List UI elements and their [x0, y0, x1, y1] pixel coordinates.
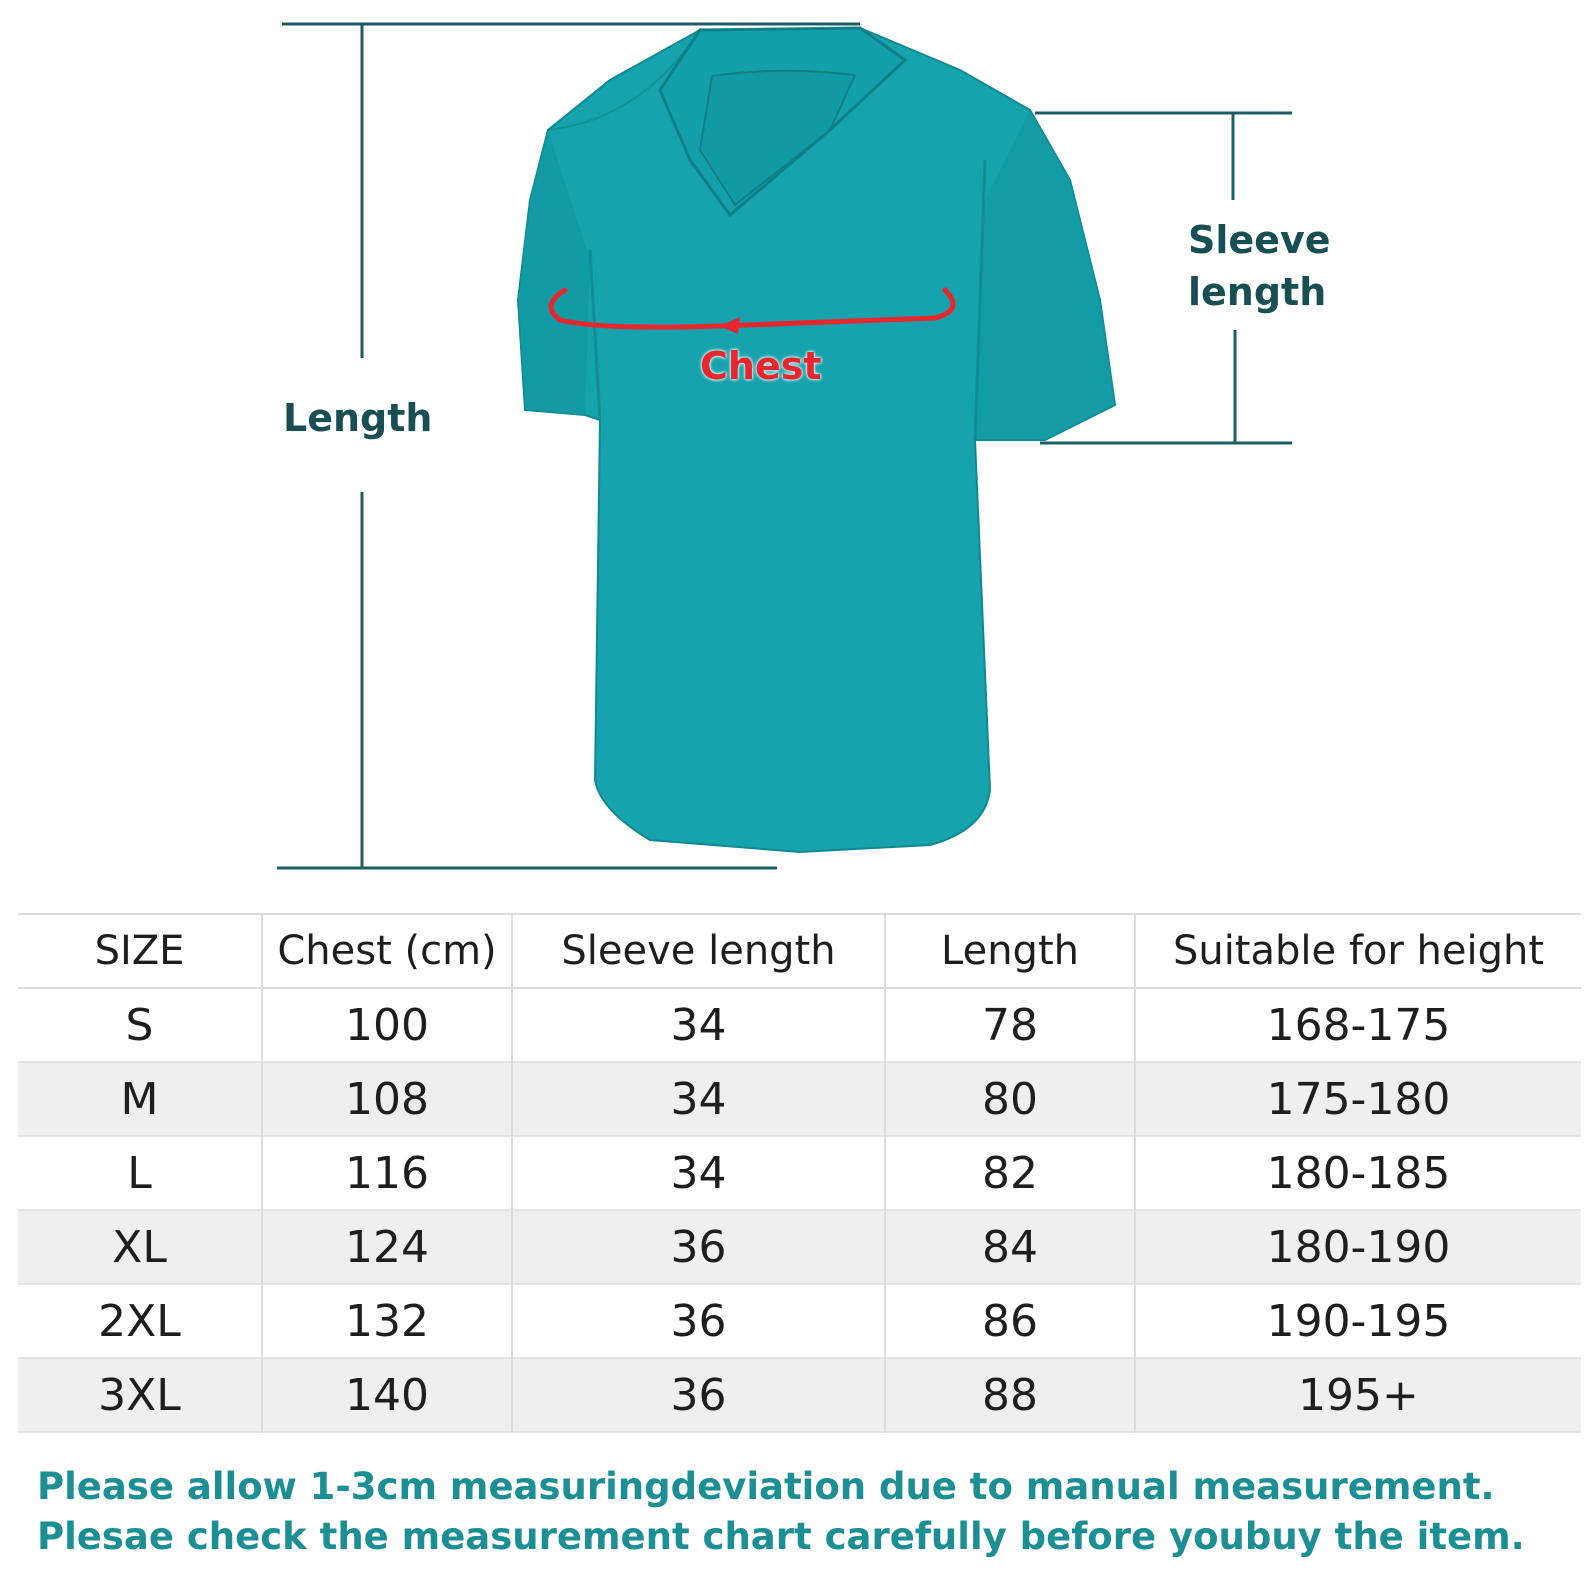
note-line-1: Please allow 1-3cm measuringdeviation due to manual measurement.: [37, 1465, 1495, 1508]
cell-length: 88: [885, 1358, 1135, 1432]
cell-sleeve: 34: [512, 1136, 885, 1210]
cell-height: 195+: [1298, 1369, 1419, 1421]
cell-chest: 132: [262, 1284, 512, 1358]
cell-sleeve: 36: [512, 1210, 885, 1284]
cell-size: 3XL: [18, 1358, 262, 1432]
header-length: Length: [885, 915, 1135, 988]
cell-chest: 140: [262, 1358, 512, 1432]
cell-size: 2XL: [18, 1284, 262, 1358]
cell-height: 180-185: [1266, 1147, 1451, 1199]
cell-length: 80: [885, 1062, 1135, 1136]
cell-height: 190-195: [1266, 1295, 1451, 1347]
cell-chest: 100: [262, 988, 512, 1062]
table-row: [18, 988, 1581, 1062]
cell-sleeve: 34: [512, 1062, 885, 1136]
cell-length: 84: [885, 1210, 1135, 1284]
cell-height: 180-190: [1266, 1221, 1451, 1273]
table-row: [18, 1358, 1581, 1432]
sleeve-label-line1: Sleeve: [1188, 218, 1331, 262]
table-row: [18, 1284, 1581, 1358]
chest-label: Chest: [700, 344, 822, 388]
note-line-2: Plesae check the measurement chart carefully before youbuy the item.: [37, 1515, 1525, 1558]
sleeve-length-label: [1188, 214, 1330, 318]
table-header-row: [18, 915, 1581, 988]
measurement-notes: [37, 1462, 1525, 1562]
cell-chest: 108: [262, 1062, 512, 1136]
size-chart-table: [18, 915, 1581, 1433]
table-row: [18, 1062, 1581, 1136]
table-row: [18, 1210, 1581, 1284]
cell-sleeve: 36: [512, 1284, 885, 1358]
length-label: Length: [283, 396, 433, 440]
cell-height: 168-175: [1266, 999, 1451, 1051]
sleeve-label-line2: length: [1188, 270, 1327, 314]
cell-size: XL: [18, 1210, 262, 1284]
header-sleeve-length: Sleeve length: [512, 915, 885, 988]
cell-size: M: [18, 1062, 262, 1136]
header-height: Suitable for height: [1135, 915, 1581, 988]
cell-sleeve: 34: [512, 988, 885, 1062]
cell-chest: 116: [262, 1136, 512, 1210]
cell-sleeve: 36: [512, 1358, 885, 1432]
cell-length: 78: [885, 988, 1135, 1062]
header-chest: Chest (cm): [262, 915, 512, 988]
cell-chest: 124: [262, 1210, 512, 1284]
table-row: [18, 1136, 1581, 1210]
header-size: SIZE: [18, 915, 262, 988]
cell-height: 175-180: [1266, 1073, 1451, 1125]
cell-length: 86: [885, 1284, 1135, 1358]
cell-size: S: [18, 988, 262, 1062]
cell-size: L: [18, 1136, 262, 1210]
cell-length: 82: [885, 1136, 1135, 1210]
